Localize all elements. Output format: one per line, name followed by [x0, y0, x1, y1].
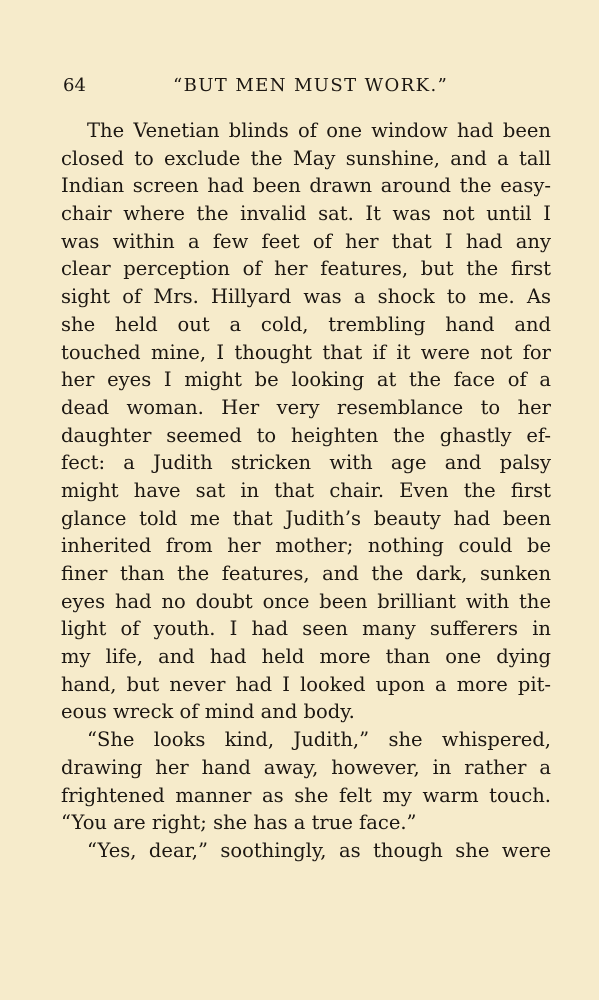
- text-line: eous wreck of mind and body.: [61, 700, 355, 724]
- text-line: inherited from her mother; nothing could be: [61, 534, 551, 558]
- text-line: glance told me that Judith’s beauty had been: [61, 506, 551, 530]
- text-line: frightened manner as she felt my warm touch.: [61, 783, 551, 807]
- text-line: fect: a Judith stricken with age and palsy: [61, 451, 551, 475]
- text-line: her eyes I might be looking at the face of a: [61, 368, 551, 392]
- text-line: dead woman. Her very resemblance to her: [61, 395, 551, 419]
- page-number: 64: [63, 75, 86, 96]
- text-line: touched mine, I thought that if it were not for: [61, 340, 551, 364]
- text-line: finer than the features, and the dark, sunken: [61, 562, 551, 585]
- text-line: eyes had no doubt once been brilliant with the: [61, 589, 551, 613]
- text-line: “You are right; she has a true face.”: [61, 811, 417, 835]
- text-line: my life, and had held more than one dying: [61, 645, 551, 669]
- text-line: light of youth. I had seen many sufferers in: [61, 617, 551, 641]
- text-line: “She looks kind, Judith,” she whispered,: [87, 728, 551, 752]
- text-line: Indian screen had been drawn around the easy-: [61, 174, 551, 198]
- text-line: The Venetian blinds of one window had been: [87, 119, 551, 142]
- text-line: closed to exclude the May sunshine, and a tall: [61, 146, 551, 170]
- text-line: was within a few feet of her that I had any: [61, 229, 551, 253]
- text-line: drawing her hand away, however, in rather a: [61, 755, 551, 779]
- text-line: “Yes, dear,” soothingly, as though she were: [87, 838, 551, 862]
- text-line: hand, but never had I looked upon a more pit-: [61, 672, 551, 696]
- text-line: chair where the invalid sat. It was not until I: [61, 202, 551, 226]
- text-line: she held out a cold, trembling hand and: [61, 312, 551, 336]
- text-line: sight of Mrs. Hillyard was a shock to me. As: [61, 285, 551, 309]
- text-line: daughter seemed to heighten the ghastly ef-: [61, 423, 551, 447]
- page-header: [63, 72, 551, 100]
- running-title: “BUT MEN MUST WORK.”: [173, 75, 449, 96]
- text-line: clear perception of her features, but the first: [61, 257, 551, 281]
- text-line: might have sat in that chair. Even the first: [61, 478, 551, 502]
- body-text: [61, 117, 551, 865]
